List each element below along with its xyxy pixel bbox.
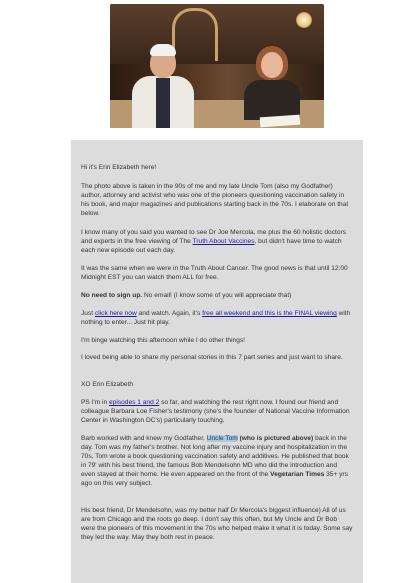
paragraph-click-here: Just click here now and watch. Again, it's free all weekend and this is the FINAL viewing with nothing to enter... Just hit play. xyxy=(81,310,351,326)
free-weekend-link[interactable]: free all weekend and this is the FINAL viewing xyxy=(202,310,337,317)
paragraph-ps: PS I'm in episodes 1 and 2 so far, and watching the rest right now. I found our friend and colleague Barbara Loe Fisher's testimony (she's the founder of National Vaccine Information Center in Washington DC's) particularly touching. xyxy=(81,399,350,424)
uncle-tom-highlight: Uncle Tom xyxy=(206,435,238,442)
photo-erin-and-uncle-tom xyxy=(110,4,324,128)
paragraph-uncle-tom: Barb worked with and knew my Godfather, Uncle Tom (who is pictured above) back in the day. Tom was my father's brother. Not long after my vaccine injury and hospitalization in the 70s, Tom wrote a book questioning vaccination safety and additives. He published that book in 79' with his best friend, the famous Bob Mendelsohn MD who did the introduction and even stayed at their home. He even appeared on the front of the Vegetarian Times 35+ yrs ago on this very subject. xyxy=(81,435,349,487)
paragraph-no-signup: No need to sign up. No email! (I know some of you will appreciate that) xyxy=(81,292,292,299)
click-here-now-link[interactable]: click here now xyxy=(94,310,137,317)
signoff: XO Erin Elizabeth xyxy=(81,381,134,388)
paragraph-binge: I'm binge watching this afternoon while I do other things! xyxy=(81,337,246,344)
paragraph-photo-intro: The photo above is taken in the 90s of me and my late Uncle Tom (also my Godfather) author, attorney and activist who was one of the pioneers questioning vaccination safety in his book, and major magazines and publications starting back in the 70s. I elaborate on that below. xyxy=(81,183,349,217)
paragraph-mercola: I know many of you said you wanted to see Dr Joe Mercola, me plus the 60 holistic doctors and experts in the free viewing of The Truth About Vaccines, but didn't have time to watch each new episode out each day. xyxy=(81,229,346,254)
greeting: Hi it's Erin Elizabeth here! xyxy=(81,164,157,171)
episodes-link[interactable]: episodes 1 and 2 xyxy=(109,399,160,406)
paragraph-cancer: It was the same when we were in the Truth About Cancer. The good news is that until 12:00 Midnight EST you can watch them ALL for free. xyxy=(81,265,348,281)
paragraph-mendelsohn: His best friend, Dr Mendelsohn, was my better half Dr Mercola's biggest influence) All of us are from Chicago and the roots go deep. I don't say this often, but My Uncle and Dr Bob were the pioneers of this movement in the 70s who helped make it what it is today. Some say they led the way. May they both rest in peace. xyxy=(81,507,353,541)
email-body xyxy=(71,140,363,583)
paragraph-series: I loved being able to share my personal stories in this 7 part series and just want to share. xyxy=(81,354,343,361)
truth-about-vaccines-link[interactable]: Truth About Vaccines xyxy=(192,237,255,245)
